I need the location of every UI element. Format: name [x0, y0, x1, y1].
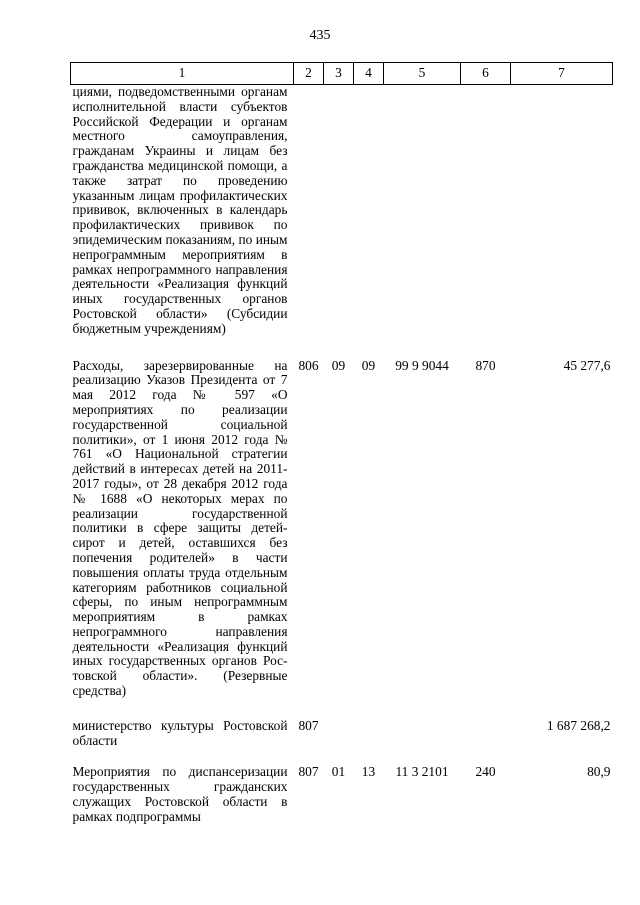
expense-name: Мероприятия по диспансеризации государственных гражданских служащих Ростовской области в рамках подпрограммы	[72, 764, 288, 824]
subsection-code: 09	[361, 357, 376, 373]
column-header: 4	[354, 63, 384, 85]
ministry-code: 807	[298, 764, 319, 780]
section-code: 01	[331, 764, 346, 780]
budget-table	[70, 62, 613, 825]
column-header: 2	[294, 63, 324, 85]
subsection-code: 13	[361, 764, 376, 780]
expense-type-code: 870	[475, 357, 496, 373]
column-header: 7	[511, 63, 613, 85]
expense-type-code: 240	[475, 764, 496, 780]
target-code	[384, 719, 461, 766]
table-row	[71, 85, 613, 359]
table-header-row	[71, 63, 613, 85]
expense-name: Расходы, зарезервированные на реализацию Указов Президента от 7 мая 2012 года № 597 «О мероприятиях по реализации государственной социальной политики», от 1 июня 2012 года № 761 «О Национальной стратегии действий в интересах детей на 2011-2017 годы», от 28 декабря 2012 года № 1688 «О некоторых мерах по реализации государственной политики в сфере защиты детей-сирот и детей, оставшихся без попечения родителей» в части повышения оплаты труда отдельным категориям работников социальной сферы, по иным непрограммным мероприятиям в рамках непрограммного направления деятельности «Реализация функций иных государственных органов Рос-товской области». (Резервные средства)	[72, 357, 288, 699]
target-code	[384, 85, 461, 359]
section-code: 09	[331, 357, 346, 373]
expense-name: министерство культуры Ростовской области	[72, 717, 288, 748]
target-code: 11 3 2101	[395, 764, 449, 780]
section-code	[324, 719, 354, 766]
target-code: 99 9 9044	[395, 357, 449, 373]
subsection-code	[354, 85, 384, 359]
column-header: 6	[461, 63, 511, 85]
ministry-code: 806	[298, 357, 319, 373]
expense-type-code	[461, 85, 511, 359]
table-row	[71, 719, 613, 766]
ministry-code: 807	[298, 717, 319, 733]
column-header: 3	[324, 63, 354, 85]
amount: 1 687 268,2	[546, 717, 611, 733]
page-number: 435	[309, 28, 331, 43]
column-header: 1	[71, 63, 294, 85]
expense-type-code	[461, 719, 511, 766]
table-row	[71, 359, 613, 719]
table-row	[71, 765, 613, 824]
expense-name: циями, подведомственными органам исполнительной власти субъектов Российской Федерации и органам местного самоуправления, гражданам Украины и лицам без гражданства медицинской помощи, а также затрат по проведению указанным лицам профилактических прививок, включенных в календарь профилактических прививок по эпидемическим показаниям, по иным непрограммным мероприятиям в рамках непрограммного направления деятельности «Реализация функций иных государственных органов Ростовской области» (Субсидии бюджетным учреждениям)	[72, 84, 288, 336]
amount: 45 277,6	[563, 357, 611, 373]
amount	[511, 85, 613, 359]
section-code	[324, 85, 354, 359]
ministry-code	[294, 85, 324, 359]
column-header: 5	[384, 63, 461, 85]
amount: 80,9	[587, 764, 611, 780]
subsection-code	[354, 719, 384, 766]
